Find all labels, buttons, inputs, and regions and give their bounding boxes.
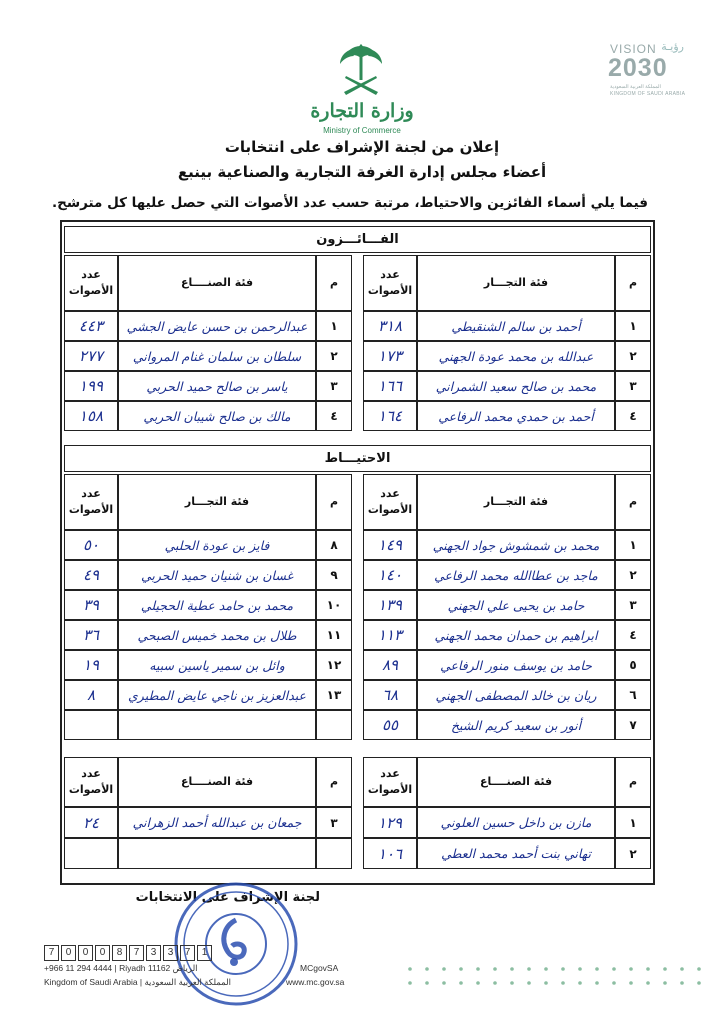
industrial_reserve-l-row-0-votes: ٢٤ bbox=[64, 807, 118, 838]
winners-r-header-votes-line2: الأصوات bbox=[367, 284, 413, 297]
decorative-dot bbox=[493, 967, 497, 971]
decorative-dot bbox=[459, 981, 463, 985]
reserve-l-row-5-votes: ٨ bbox=[64, 680, 118, 710]
winners-l-row-0-m: ١ bbox=[316, 311, 352, 341]
unified-number-digit: 8 bbox=[112, 945, 127, 961]
vision-arabic-word: رؤيـة bbox=[661, 41, 684, 53]
reserve-r-row-3-m: ٤ bbox=[615, 620, 651, 650]
industrial_reserve-r-header-votes bbox=[363, 757, 417, 807]
winners-r-header-m: م bbox=[615, 255, 651, 311]
reserve-r-row-1-name: ماجد بن عطاالله محمد الرفاعي bbox=[417, 560, 615, 590]
industrial_reserve-l-header-category: فئة الصنــــاع bbox=[118, 757, 316, 807]
reserve-r-row-0-votes: ١٤٩ bbox=[363, 530, 417, 560]
reserve-l-row-6-name bbox=[118, 710, 316, 740]
decorative-dot bbox=[663, 981, 667, 985]
social-handle: MCgovSA bbox=[300, 963, 339, 973]
industrial_reserve-r-header-votes-line2: الأصوات bbox=[367, 783, 413, 796]
industrial_reserve-r-row-1-m: ٢ bbox=[615, 838, 651, 869]
decorative-dot bbox=[595, 981, 599, 985]
industrial_reserve-r-row-0-votes: ١٢٩ bbox=[363, 807, 417, 838]
unified-number-boxes bbox=[44, 945, 212, 961]
winners-l-row-1-m: ٢ bbox=[316, 341, 352, 371]
winners-r-header-votes bbox=[363, 255, 417, 311]
ministry-name-english: Ministry of Commerce bbox=[323, 126, 401, 135]
decorative-dot bbox=[493, 981, 497, 985]
decorative-dot bbox=[629, 967, 633, 971]
ministry-emblem-icon bbox=[330, 42, 392, 102]
reserve-r-row-6-name: أنور بن سعيد كريم الشيخ bbox=[417, 710, 615, 740]
vision-word: VISION bbox=[610, 42, 657, 56]
winners-l-header-category: فئة الصنــــاع bbox=[118, 255, 316, 311]
reserve-l-row-3-m: ١١ bbox=[316, 620, 352, 650]
decorative-dot bbox=[476, 981, 480, 985]
reserve-r-row-4-name: حامد بن يوسف منور الرفاعي bbox=[417, 650, 615, 680]
decorative-dot bbox=[646, 981, 650, 985]
reserve-r-header-m: م bbox=[615, 474, 651, 530]
winners-r-header-votes-line1: عدد bbox=[380, 268, 400, 281]
reserve-r-row-1-votes: ١٤٠ bbox=[363, 560, 417, 590]
reserve-l-header-votes-line2: الأصوات bbox=[68, 503, 114, 516]
unified-number-digit: 0 bbox=[61, 945, 76, 961]
reserve-l-row-0-name: فايز بن عودة الحلبي bbox=[118, 530, 316, 560]
industrial_reserve-r-header-category: فئة الصنــــاع bbox=[417, 757, 615, 807]
winners-l-header-m: م bbox=[316, 255, 352, 311]
winners-l-row-0-votes: ٤٤٣ bbox=[64, 311, 118, 341]
reserve-l-row-5-m: ١٣ bbox=[316, 680, 352, 710]
winners-r-row-1-votes: ١٧٣ bbox=[363, 341, 417, 371]
winners-r-row-3-votes: ١٦٤ bbox=[363, 401, 417, 431]
reserve-l-row-2-votes: ٣٩ bbox=[64, 590, 118, 620]
decorative-dot bbox=[646, 967, 650, 971]
reserve-l-row-6-votes bbox=[64, 710, 118, 740]
winners-l-row-2-m: ٣ bbox=[316, 371, 352, 401]
decorative-dot bbox=[663, 967, 667, 971]
announcement-intro: فيما يلي أسماء الفائزين والاحتياط، مرتبة حسب عدد الأصوات التي حصل عليها كل مترشح. bbox=[51, 195, 648, 211]
reserve-l-row-3-votes: ٣٦ bbox=[64, 620, 118, 650]
winners-r-row-0-m: ١ bbox=[615, 311, 651, 341]
industrial_reserve-l-row-1-votes bbox=[64, 838, 118, 869]
industrial_reserve-l-header-votes bbox=[64, 757, 118, 807]
reserve-r-row-6-votes: ٥٥ bbox=[363, 710, 417, 740]
vision-year: 2030 bbox=[608, 54, 668, 82]
reserve-r-row-6-m: ٧ bbox=[615, 710, 651, 740]
decorative-dot bbox=[697, 981, 701, 985]
winners-r-header-category: فئة التجـــار bbox=[417, 255, 615, 311]
reserve-r-row-1-m: ٢ bbox=[615, 560, 651, 590]
reserve-r-header-votes-line2: الأصوات bbox=[367, 503, 413, 516]
decorative-dot bbox=[425, 967, 429, 971]
decorative-dot bbox=[408, 981, 412, 985]
reserve-l-row-5-name: عبدالعزيز بن ناجي عايض المطيري bbox=[118, 680, 316, 710]
winners-l-row-3-name: مالك بن صالح شيبان الحربي bbox=[118, 401, 316, 431]
announcement-subtitle: أعضاء مجلس إدارة الغرفة التجارية والصناعية بينبع bbox=[177, 163, 547, 181]
decorative-dot bbox=[612, 967, 616, 971]
decorative-dots bbox=[400, 963, 710, 993]
unified-number-digit: 0 bbox=[78, 945, 93, 961]
winners-l-row-3-votes: ١٥٨ bbox=[64, 401, 118, 431]
winners-l-row-2-votes: ١٩٩ bbox=[64, 371, 118, 401]
reserve-l-header-m: م bbox=[316, 474, 352, 530]
decorative-dot bbox=[527, 981, 531, 985]
winners-l-row-3-m: ٤ bbox=[316, 401, 352, 431]
reserve-l-row-4-votes: ١٩ bbox=[64, 650, 118, 680]
country-label: Kingdom of Saudi Arabia | المملكة العربية السعودية bbox=[44, 977, 232, 987]
winners-r-row-0-votes: ٣١٨ bbox=[363, 311, 417, 341]
reserve-l-row-2-name: محمد بن حامد عطية الحجيلي bbox=[118, 590, 316, 620]
decorative-dot bbox=[561, 981, 565, 985]
reserve-l-row-2-m: ١٠ bbox=[316, 590, 352, 620]
vision-2030-logo bbox=[604, 40, 714, 100]
decorative-dot bbox=[425, 981, 429, 985]
reserve-l-header-votes-line1: عدد bbox=[81, 487, 101, 500]
vision-country-ar: المملكة العربية السعودية bbox=[610, 84, 661, 90]
industrial_reserve-l-row-1-name bbox=[118, 838, 316, 869]
industrial_reserve-l-header-votes-line2: الأصوات bbox=[68, 783, 114, 796]
winners-l-row-2-name: ياسر بن صالح حميد الحربي bbox=[118, 371, 316, 401]
reserve-l-row-0-m: ٨ bbox=[316, 530, 352, 560]
industrial_reserve-r-row-1-votes: ١٠٦ bbox=[363, 838, 417, 869]
decorative-dot bbox=[578, 981, 582, 985]
decorative-dot bbox=[680, 981, 684, 985]
decorative-dot bbox=[527, 967, 531, 971]
decorative-dot bbox=[544, 967, 548, 971]
decorative-dot bbox=[442, 981, 446, 985]
unified-number-digit: 7 bbox=[180, 945, 195, 961]
reserve-l-row-4-name: وائل بن سمير ياسين سبيه bbox=[118, 650, 316, 680]
winners-r-row-0-name: أحمد بن سالم الشنقيطي bbox=[417, 311, 615, 341]
winners-l-row-1-votes: ٢٧٧ bbox=[64, 341, 118, 371]
announcement-title: إعلان من لجنة الإشراف على انتخابات bbox=[224, 138, 500, 156]
reserve-l-row-0-votes: ٥٠ bbox=[64, 530, 118, 560]
winners-l-row-0-name: عبدالرحمن بن حسن عايض الجشي bbox=[118, 311, 316, 341]
decorative-dot bbox=[578, 967, 582, 971]
reserve-r-row-4-votes: ٨٩ bbox=[363, 650, 417, 680]
reserve-r-row-4-m: ٥ bbox=[615, 650, 651, 680]
industrial_reserve-l-row-0-name: جمعان بن عبدالله أحمد الزهراني bbox=[118, 807, 316, 838]
industrial_reserve-r-row-0-m: ١ bbox=[615, 807, 651, 838]
reserve-r-header-votes bbox=[363, 474, 417, 530]
vision-country-en: KINGDOM OF SAUDI ARABIA bbox=[610, 91, 686, 97]
chamber-stamp-icon bbox=[172, 880, 300, 1008]
decorative-dot bbox=[476, 967, 480, 971]
industrial_reserve-l-header-m: م bbox=[316, 757, 352, 807]
reserve-section-title: الاحتيـــاط bbox=[64, 445, 651, 472]
reserve-r-row-2-name: حامد بن يحيى علي الجهني bbox=[417, 590, 615, 620]
decorative-dot bbox=[561, 967, 565, 971]
reserve-l-row-6-m bbox=[316, 710, 352, 740]
decorative-dot bbox=[544, 981, 548, 985]
reserve-r-row-2-m: ٣ bbox=[615, 590, 651, 620]
unified-number-digit: 3 bbox=[163, 945, 178, 961]
reserve-l-row-1-votes: ٤٩ bbox=[64, 560, 118, 590]
winners-r-row-3-m: ٤ bbox=[615, 401, 651, 431]
reserve-r-header-category: فئة التجـــار bbox=[417, 474, 615, 530]
winners-r-row-2-name: محمد بن صالح سعيد الشمراني bbox=[417, 371, 615, 401]
decorative-dot bbox=[408, 967, 412, 971]
industrial_reserve-r-header-m: م bbox=[615, 757, 651, 807]
reserve-l-header-category: فئة التجـــار bbox=[118, 474, 316, 530]
winners-r-row-2-m: ٣ bbox=[615, 371, 651, 401]
winners-section-title: الفـــائـــزون bbox=[64, 226, 651, 253]
winners-l-header-votes-line1: عدد bbox=[81, 268, 101, 281]
industrial_reserve-l-row-0-m: ٣ bbox=[316, 807, 352, 838]
unified-number-digit: 7 bbox=[44, 945, 59, 961]
reserve-r-row-3-votes: ١١٣ bbox=[363, 620, 417, 650]
industrial_reserve-r-row-1-name: تهاني بنت أحمد محمد العطي bbox=[417, 838, 615, 869]
winners-r-row-2-votes: ١٦٦ bbox=[363, 371, 417, 401]
unified-number-digit: 0 bbox=[95, 945, 110, 961]
winners-r-row-3-name: أحمد بن حمدي محمد الرفاعي bbox=[417, 401, 615, 431]
winners-l-header-votes-line2: الأصوات bbox=[68, 284, 114, 297]
decorative-dot bbox=[510, 967, 514, 971]
decorative-dot bbox=[680, 967, 684, 971]
website-link[interactable]: www.mc.gov.sa bbox=[286, 977, 345, 987]
industrial_reserve-l-header-votes-line1: عدد bbox=[81, 767, 101, 780]
reserve-l-header-votes bbox=[64, 474, 118, 530]
reserve-l-row-1-name: غسان بن شنيان حميد الحربي bbox=[118, 560, 316, 590]
reserve-r-row-5-votes: ٦٨ bbox=[363, 680, 417, 710]
reserve-r-row-2-votes: ١٣٩ bbox=[363, 590, 417, 620]
reserve-l-row-4-m: ١٢ bbox=[316, 650, 352, 680]
decorative-dot bbox=[442, 967, 446, 971]
reserve-r-row-0-name: محمد بن شمشوش جواد الجهني bbox=[417, 530, 615, 560]
decorative-dot bbox=[612, 981, 616, 985]
industrial_reserve-l-row-1-m bbox=[316, 838, 352, 869]
decorative-dot bbox=[629, 981, 633, 985]
winners-l-row-1-name: سلطان بن سلمان غنام المرواني bbox=[118, 341, 316, 371]
reserve-r-row-3-name: ابراهيم بن حمدان محمد الجهني bbox=[417, 620, 615, 650]
industrial_reserve-r-row-0-name: مازن بن داخل حسين العلوني bbox=[417, 807, 615, 838]
unified-number-digit: 3 bbox=[146, 945, 161, 961]
unified-number-digit: 7 bbox=[129, 945, 144, 961]
reserve-l-row-3-name: طلال بن محمد خميس الصبحي bbox=[118, 620, 316, 650]
decorative-dot bbox=[459, 967, 463, 971]
contact-phone: +966 11 294 4444 | Riyadh 11162 الرياض bbox=[44, 963, 198, 973]
reserve-r-row-5-name: ريان بن خالد المصطفى الجهني bbox=[417, 680, 615, 710]
reserve-r-header-votes-line1: عدد bbox=[380, 487, 400, 500]
unified-number-digit: 1 bbox=[197, 945, 212, 961]
committee-signature: لجنة الإشراف على الانتخابات bbox=[135, 890, 320, 905]
winners-r-row-1-m: ٢ bbox=[615, 341, 651, 371]
decorative-dot bbox=[510, 981, 514, 985]
winners-l-header-votes bbox=[64, 255, 118, 311]
decorative-dot bbox=[595, 967, 599, 971]
reserve-r-row-5-m: ٦ bbox=[615, 680, 651, 710]
winners-r-row-1-name: عبدالله بن محمد عودة الجهني bbox=[417, 341, 615, 371]
reserve-l-row-1-m: ٩ bbox=[316, 560, 352, 590]
ministry-name-arabic: وزارة التجارة bbox=[310, 100, 414, 122]
reserve-r-row-0-m: ١ bbox=[615, 530, 651, 560]
decorative-dot bbox=[697, 967, 701, 971]
industrial_reserve-r-header-votes-line1: عدد bbox=[380, 767, 400, 780]
